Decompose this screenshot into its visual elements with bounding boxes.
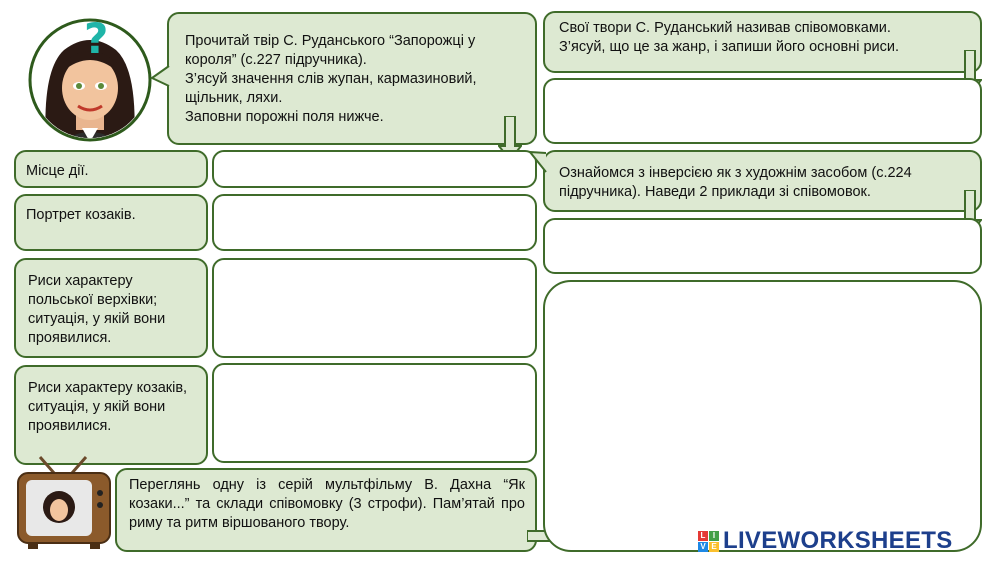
answer-field-cossacks[interactable] — [212, 363, 537, 463]
question-mark-icon: ? — [84, 14, 109, 63]
answer-field-song[interactable] — [543, 280, 982, 552]
answer-field-genre[interactable] — [543, 78, 982, 144]
logo-mark-icon: L I V E — [698, 531, 719, 552]
liveworksheets-logo — [698, 527, 953, 555]
bubble-tail — [528, 150, 548, 176]
row-label-place: Місце дії. — [14, 150, 208, 188]
answer-field-place[interactable] — [212, 150, 537, 188]
answer-field-polish-elite[interactable] — [212, 258, 537, 358]
logo-text: LIVEWORKSHEETS — [723, 527, 953, 554]
tv-icon — [14, 455, 114, 551]
row-label-portrait: Портрет козаків. — [14, 194, 208, 251]
answer-field-inversion[interactable] — [543, 218, 982, 274]
row-label-polish-elite: Риси характеру польської верхівки; ситуація, у якій вони проявилися. — [14, 258, 208, 358]
answer-field-portrait[interactable] — [212, 194, 537, 251]
bubble-tail — [150, 64, 172, 90]
row-label-cossacks: Риси характеру козаків, ситуація, у якій вони проявилися. — [14, 365, 208, 465]
cartoon-instruction: Переглянь одну із серій мультфільму В. Дахна “Як козаки...” та склади співомовку (3 строфи). Пам’ятай про риму та ритм віршованого твору. — [115, 468, 537, 552]
genre-instruction: Свої твори С. Руданський називав співомовками. З’ясуй, що це за жанр, і запиши його основні риси. — [543, 11, 982, 73]
inversion-instruction: Ознайомся з інверсією як з художнім засобом (с.224 підручника). Наведи 2 приклади зі співомовок. — [543, 150, 982, 212]
main-instruction: Прочитай твір С. Руданського “Запорожці у короля” (с.227 підручника). З’ясуй значення слів жупан, кармазиновий, щільник, ляхи. Заповни порожні поля нижче. — [167, 12, 537, 145]
